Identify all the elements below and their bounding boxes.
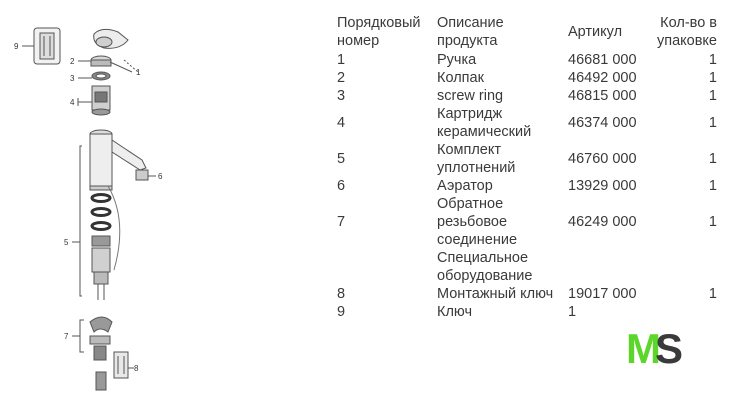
cell-article [568, 249, 651, 285]
table-header-row [337, 14, 719, 51]
table-row [337, 303, 719, 321]
cell-article: 13929 000 [568, 178, 637, 194]
cell-article: 46681 000 [568, 52, 637, 68]
spare-parts-table [337, 14, 719, 321]
faucet-body-drawing [90, 130, 146, 190]
cell-number: 8 [337, 286, 346, 302]
header-number: Порядковый номер [337, 15, 421, 49]
header-article: Артикул [568, 24, 623, 40]
table-row [337, 195, 719, 249]
cell-number: 6 [337, 178, 346, 194]
cell-number: 3 [337, 88, 346, 104]
cell-article: 46374 000 [568, 115, 637, 131]
table-row [337, 51, 719, 69]
table-row [337, 69, 719, 87]
callout-4: 4 [70, 98, 75, 107]
header-quantity: Кол-во в упаковке [656, 15, 717, 49]
cell-description: Специальное оборудование [437, 250, 533, 284]
callout-5: 5 [64, 238, 69, 247]
table-row [337, 141, 719, 177]
callout-9: 9 [14, 42, 19, 51]
cell-quantity: 1 [708, 214, 717, 230]
callout-1: 1 [136, 68, 141, 77]
cell-number: 5 [337, 151, 346, 167]
cell-quantity [651, 303, 719, 321]
cell-quantity: 1 [708, 286, 717, 302]
cell-description: Колпак [437, 70, 484, 86]
cell-article: 46249 000 [568, 214, 637, 230]
ms-logo [626, 325, 688, 369]
cell-description: Комплект уплотнений [437, 142, 516, 176]
threaded-connection-drawing [90, 317, 112, 360]
cell-description: Монтажный ключ [437, 286, 554, 302]
cell-article: 46760 000 [568, 151, 637, 167]
table-row [337, 249, 719, 285]
cartridge-drawing [92, 86, 110, 115]
cell-description: screw ring [437, 88, 504, 104]
table-row [337, 105, 719, 141]
header-description: Описание продукта [437, 15, 504, 49]
table-row [337, 177, 719, 195]
callout-8: 8 [134, 364, 139, 373]
cell-description: Аэратор [437, 178, 493, 194]
cell-quantity: 1 [708, 70, 717, 86]
cell-quantity: 1 [708, 52, 717, 68]
cell-article: 46492 000 [568, 70, 637, 86]
key-tool-drawing [34, 28, 60, 64]
exploded-parts-diagram [0, 0, 330, 414]
cell-number: 9 [337, 304, 346, 320]
cell-quantity: 1 [708, 88, 717, 104]
cell-number: 2 [337, 70, 346, 86]
cell-description: Обратное резьбовое соединение [437, 196, 518, 248]
callout-3: 3 [70, 74, 75, 83]
cell-quantity: 1 [708, 115, 717, 131]
cell-article: 19017 000 [568, 286, 637, 302]
cell-description: Ключ [437, 304, 473, 320]
cell-number: 7 [337, 214, 346, 230]
table-row [337, 285, 719, 303]
cell-quantity: 1 [708, 151, 717, 167]
cell-description: Ручка [437, 52, 477, 68]
cell-quantity [651, 249, 719, 285]
seal-kit-drawing [92, 195, 110, 301]
callout-7: 7 [64, 332, 69, 341]
cell-number: 4 [337, 115, 346, 131]
callout-2: 2 [70, 57, 75, 66]
cell-number: 1 [337, 52, 346, 68]
cell-quantity: 1 [708, 178, 717, 194]
table-row [337, 87, 719, 105]
cell-article: 1 [568, 304, 577, 320]
callout-6: 6 [158, 172, 163, 181]
cell-number [337, 249, 437, 285]
svg-text:S: S [655, 325, 684, 369]
cell-article: 46815 000 [568, 88, 637, 104]
svg-text:M: M [626, 325, 661, 369]
cell-description: Картридж керамический [437, 106, 532, 140]
handle-drawing [94, 29, 128, 48]
